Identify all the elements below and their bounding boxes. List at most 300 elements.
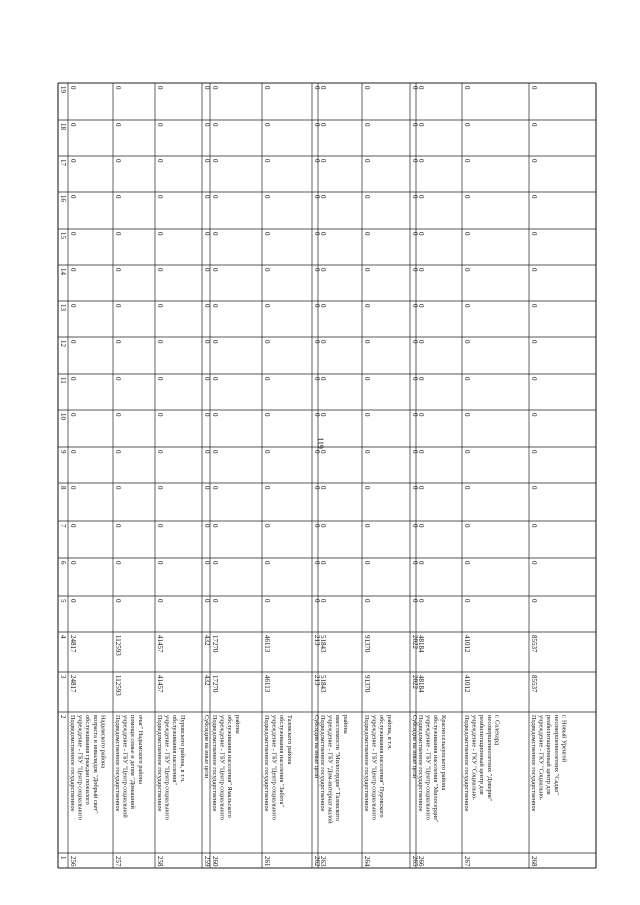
value-zero: 0 — [463, 268, 471, 272]
value-zero: 0 — [114, 524, 122, 528]
value-zero: 0 — [263, 304, 271, 308]
row-name-line: обслуживания населения" Ямальского — [226, 715, 234, 818]
row-number: 259 — [203, 856, 211, 867]
value-col-4: 24817 — [69, 635, 77, 653]
value-zero: 0 — [211, 524, 219, 528]
value-zero: 0 — [319, 123, 327, 127]
value-zero: 0 — [363, 159, 371, 163]
value-zero: 0 — [156, 524, 164, 528]
value-zero: 0 — [363, 413, 371, 417]
column-number: 16 — [59, 195, 67, 202]
value-zero: 0 — [363, 340, 371, 344]
value-zero: 0 — [417, 450, 425, 454]
value-zero: 0 — [411, 377, 419, 381]
value-zero: 0 — [363, 123, 371, 127]
row-name-line: Подведомственное государственное — [114, 715, 121, 812]
value-col-3: 46113 — [263, 675, 271, 693]
value-zero: 0 — [363, 599, 371, 603]
value-zero: 0 — [263, 159, 271, 163]
row-name-line: несовершеннолетних "Садко" — [552, 715, 560, 795]
value-zero: 0 — [156, 450, 164, 454]
row-name-line: Подведомственное государственное — [463, 715, 470, 812]
column-number: 13 — [59, 304, 67, 311]
value-zero: 0 — [69, 450, 77, 454]
value-zero: 0 — [411, 195, 419, 199]
value-zero: 0 — [263, 413, 271, 417]
row-number: 263 — [319, 856, 327, 867]
value-zero: 0 — [114, 413, 122, 417]
row-name-line: учреждение - ГБУ "Центр социального — [424, 715, 432, 820]
value-zero: 0 — [363, 524, 371, 528]
value-zero: 0 — [411, 123, 419, 127]
value-zero: 0 — [319, 159, 327, 163]
row-name-line: учреждение - ГБУ "Центр социального — [163, 715, 171, 820]
value-zero: 0 — [211, 195, 219, 199]
value-zero: 0 — [411, 268, 419, 272]
value-zero: 0 — [114, 450, 122, 454]
value-zero: 0 — [313, 195, 321, 199]
value-zero: 0 — [417, 340, 425, 344]
value-zero: 0 — [203, 232, 211, 236]
row-number: 266 — [417, 856, 425, 867]
value-zero: 0 — [156, 304, 164, 308]
value-zero: 0 — [530, 413, 538, 417]
value-zero: 0 — [463, 123, 471, 127]
value-zero: 0 — [203, 86, 211, 90]
row-name-line: учреждение - ГБУ "Центр социального — [270, 715, 278, 820]
value-zero: 0 — [263, 86, 271, 90]
value-col-4: 51843 — [319, 635, 327, 653]
column-number: 18 — [59, 123, 67, 130]
value-zero: 0 — [203, 268, 211, 272]
value-zero: 0 — [114, 123, 122, 127]
value-col-3: 48184 — [417, 675, 425, 693]
value-zero: 0 — [313, 524, 321, 528]
value-col-3: 91370 — [363, 675, 371, 693]
value-zero: 0 — [313, 86, 321, 90]
value-zero: 0 — [417, 232, 425, 236]
value-zero: 0 — [211, 599, 219, 603]
row-name-line: Пуровского района, в т.ч. — [178, 715, 186, 783]
value-col-4: 213 — [313, 635, 321, 646]
value-zero: 0 — [203, 413, 211, 417]
value-zero: 0 — [69, 561, 77, 565]
value-col-4: 91370 — [363, 635, 371, 653]
row-name-line: реабилитационный центр для — [545, 715, 553, 795]
row-name-line: обслуживания граждан пожилого — [84, 715, 92, 805]
value-zero: 0 — [203, 450, 211, 454]
column-number: 5 — [59, 599, 67, 603]
value-zero: 0 — [156, 377, 164, 381]
value-zero: 0 — [417, 304, 425, 308]
value-zero: 0 — [263, 340, 271, 344]
value-zero: 0 — [211, 123, 219, 127]
value-zero: 0 — [530, 561, 538, 565]
row-number: 264 — [363, 856, 371, 867]
value-zero: 0 — [463, 599, 471, 603]
value-zero: 0 — [69, 232, 77, 236]
value-zero: 0 — [319, 340, 327, 344]
value-zero: 0 — [319, 195, 327, 199]
value-zero: 0 — [417, 561, 425, 565]
value-col-4: 48184 — [417, 635, 425, 653]
column-number: 19 — [59, 86, 67, 93]
value-zero: 0 — [313, 304, 321, 308]
value-zero: 0 — [530, 486, 538, 490]
value-zero: 0 — [530, 599, 538, 603]
row-name-line: Субсидия на иные цели — [313, 715, 320, 779]
value-zero: 0 — [463, 486, 471, 490]
column-number: 3 — [59, 675, 67, 679]
value-zero: 0 — [313, 159, 321, 163]
value-col-3: 85537 — [530, 675, 538, 693]
column-number: 10 — [59, 413, 67, 420]
value-col-4: 112593 — [114, 635, 122, 656]
value-zero: 0 — [211, 232, 219, 236]
value-zero: 0 — [463, 450, 471, 454]
value-zero: 0 — [263, 268, 271, 272]
row-name-line: Подведомственное государственное — [156, 715, 163, 812]
value-zero: 0 — [530, 268, 538, 272]
value-zero: 0 — [530, 195, 538, 199]
value-zero: 0 — [203, 377, 211, 381]
value-zero: 0 — [156, 86, 164, 90]
value-zero: 0 — [263, 195, 271, 199]
value-zero: 0 — [530, 340, 538, 344]
value-zero: 0 — [203, 123, 211, 127]
row-name-line: района — [233, 715, 241, 734]
value-zero: 0 — [313, 268, 321, 272]
value-zero: 0 — [463, 340, 471, 344]
value-col-3: 112593 — [114, 675, 122, 696]
value-zero: 0 — [263, 524, 271, 528]
value-zero: 0 — [203, 304, 211, 308]
value-zero: 0 — [313, 486, 321, 490]
value-col-3: 41457 — [156, 675, 164, 693]
row-name-line: района, в т.ч. — [385, 715, 393, 750]
value-zero: 0 — [203, 486, 211, 490]
row-name-line: учреждение - ГБУ "Центр социального — [370, 715, 378, 820]
row-name-line: вместимости "Милосердие" Тазовского — [334, 715, 342, 822]
value-col-3: 24817 — [69, 675, 77, 693]
row-name-line: Подведомственное государственное — [417, 715, 424, 812]
row-name-line: обслуживания населения "Забота" — [278, 715, 286, 807]
value-col-4: 17270 — [211, 635, 219, 653]
value-zero: 0 — [263, 561, 271, 565]
value-zero: 0 — [319, 232, 327, 236]
value-zero: 0 — [69, 86, 77, 90]
value-zero: 0 — [530, 86, 538, 90]
value-zero: 0 — [417, 377, 425, 381]
value-zero: 0 — [203, 561, 211, 565]
value-zero: 0 — [319, 377, 327, 381]
row-name-line: учреждение - ГБУ "Центр социального — [218, 715, 226, 820]
row-number: 268 — [530, 856, 538, 867]
value-zero: 0 — [203, 340, 211, 344]
value-zero: 0 — [411, 232, 419, 236]
value-zero: 0 — [363, 86, 371, 90]
value-zero: 0 — [463, 86, 471, 90]
value-zero: 0 — [313, 413, 321, 417]
row-name-line: возраста и инвалидов "Добрый свет" — [91, 715, 99, 814]
value-zero: 0 — [211, 340, 219, 344]
value-zero: 0 — [263, 450, 271, 454]
value-zero: 0 — [530, 304, 538, 308]
value-col-4: 41012 — [463, 635, 471, 653]
value-zero: 0 — [114, 268, 122, 272]
value-zero: 0 — [463, 524, 471, 528]
value-zero: 0 — [69, 159, 77, 163]
row-name-line: помощи семье и детям "Домашний — [129, 715, 137, 809]
column-number: 4 — [59, 635, 67, 639]
value-zero: 0 — [69, 304, 77, 308]
value-zero: 0 — [319, 450, 327, 454]
value-zero: 0 — [363, 304, 371, 308]
value-col-4: 41457 — [156, 635, 164, 653]
value-zero: 0 — [69, 599, 77, 603]
column-number: 7 — [59, 524, 67, 528]
value-zero: 0 — [313, 561, 321, 565]
value-zero: 0 — [530, 159, 538, 163]
column-number: 12 — [59, 340, 67, 347]
value-zero: 0 — [114, 195, 122, 199]
row-number: 262 — [313, 856, 321, 867]
value-zero: 0 — [156, 561, 164, 565]
value-zero: 0 — [156, 599, 164, 603]
value-zero: 0 — [211, 413, 219, 417]
row-name-line: Подведомственное государственное — [69, 715, 76, 812]
row-name-line: Надымского района — [99, 715, 107, 769]
row-name-line: г. Новый Уренгой — [560, 715, 568, 763]
value-zero: 0 — [69, 195, 77, 199]
value-zero: 0 — [211, 268, 219, 272]
row-name-line: учреждение - ГБУ "Центр социального — [76, 715, 84, 820]
row-number: 256 — [69, 856, 77, 867]
value-zero: 0 — [417, 268, 425, 272]
value-col-4: 46113 — [263, 635, 271, 653]
value-zero: 0 — [211, 159, 219, 163]
value-zero: 0 — [411, 86, 419, 90]
value-zero: 0 — [69, 524, 77, 528]
column-number: 6 — [59, 561, 67, 565]
value-zero: 0 — [411, 413, 419, 417]
value-zero: 0 — [313, 377, 321, 381]
row-name-line: Подведомственное государственное — [363, 715, 370, 812]
value-zero: 0 — [363, 486, 371, 490]
value-zero: 0 — [411, 486, 419, 490]
value-zero: 0 — [263, 486, 271, 490]
row-number: 265 — [411, 856, 419, 867]
value-col-4: 85537 — [530, 635, 538, 653]
value-zero: 0 — [411, 599, 419, 603]
value-col-3: 17270 — [211, 675, 219, 693]
value-zero: 0 — [114, 599, 122, 603]
value-zero: 0 — [156, 340, 164, 344]
row-number: 261 — [263, 856, 271, 867]
value-zero: 0 — [114, 232, 122, 236]
value-zero: 0 — [411, 524, 419, 528]
value-zero: 0 — [313, 232, 321, 236]
row-name-line: Подведомственное государственное — [211, 715, 218, 812]
row-name-line: очаг" Надымского района — [136, 715, 144, 784]
value-zero: 0 — [463, 195, 471, 199]
row-name-line: учреждение - ГКУ "Социально- — [470, 715, 478, 801]
value-zero: 0 — [417, 195, 425, 199]
row-name-line: реабилитационный центр для — [478, 715, 486, 795]
value-zero: 0 — [114, 377, 122, 381]
value-zero: 0 — [313, 340, 321, 344]
value-zero: 0 — [411, 561, 419, 565]
value-zero: 0 — [363, 561, 371, 565]
value-zero: 0 — [69, 486, 77, 490]
column-number: 9 — [59, 450, 67, 454]
value-zero: 0 — [211, 377, 219, 381]
value-zero: 0 — [114, 486, 122, 490]
column-number: 15 — [59, 232, 67, 239]
value-zero: 0 — [69, 413, 77, 417]
value-zero: 0 — [211, 86, 219, 90]
value-zero: 0 — [114, 159, 122, 163]
value-zero: 0 — [69, 123, 77, 127]
row-name-line: района — [341, 715, 349, 734]
value-zero: 0 — [156, 123, 164, 127]
value-zero: 0 — [211, 486, 219, 490]
value-zero: 0 — [156, 232, 164, 236]
value-col-4: 432 — [203, 635, 211, 646]
value-col-3: 213 — [313, 675, 321, 686]
value-zero: 0 — [69, 340, 77, 344]
value-zero: 0 — [319, 86, 327, 90]
value-zero: 0 — [411, 159, 419, 163]
value-zero: 0 — [530, 450, 538, 454]
value-zero: 0 — [463, 304, 471, 308]
row-name-line: Подведомственное государственное — [263, 715, 270, 812]
row-number: 258 — [156, 856, 164, 867]
value-zero: 0 — [156, 195, 164, 199]
value-col-4: 2022 — [411, 635, 419, 649]
value-zero: 0 — [319, 268, 327, 272]
value-zero: 0 — [411, 450, 419, 454]
row-name-line: Субсидия на иные цели — [203, 715, 210, 779]
value-zero: 0 — [417, 413, 425, 417]
page-number: 119 — [316, 437, 325, 449]
value-zero: 0 — [156, 486, 164, 490]
value-zero: 0 — [417, 123, 425, 127]
value-zero: 0 — [114, 86, 122, 90]
value-zero: 0 — [417, 599, 425, 603]
value-zero: 0 — [363, 450, 371, 454]
row-name-line: учреждение - ГБУ "Дом-интернат малой — [326, 715, 334, 824]
row-name-line: обслуживания населения "Милосердие" — [432, 715, 440, 823]
value-zero: 0 — [319, 413, 327, 417]
value-zero: 0 — [263, 232, 271, 236]
value-zero: 0 — [263, 123, 271, 127]
value-zero: 0 — [203, 524, 211, 528]
value-zero: 0 — [417, 524, 425, 528]
value-zero: 0 — [363, 195, 371, 199]
value-zero: 0 — [319, 561, 327, 565]
row-name-line: Красноселькупского района — [439, 715, 447, 791]
value-zero: 0 — [211, 304, 219, 308]
value-col-3: 41012 — [463, 675, 471, 693]
value-col-3: 432 — [203, 675, 211, 686]
value-zero: 0 — [463, 561, 471, 565]
row-number: 267 — [463, 856, 471, 867]
value-zero: 0 — [463, 377, 471, 381]
value-zero: 0 — [530, 232, 538, 236]
value-zero: 0 — [114, 304, 122, 308]
value-col-3: 51843 — [319, 675, 327, 693]
column-number: 14 — [59, 268, 67, 275]
row-name-line: г. Салехард — [493, 715, 501, 746]
row-name-line: несовершеннолетних "Доверие" — [485, 715, 493, 802]
value-zero: 0 — [411, 340, 419, 344]
value-zero: 0 — [319, 486, 327, 490]
value-zero: 0 — [319, 599, 327, 603]
value-zero: 0 — [114, 340, 122, 344]
value-zero: 0 — [156, 159, 164, 163]
value-zero: 0 — [319, 304, 327, 308]
row-name-line: Тазовского района — [285, 715, 293, 765]
value-zero: 0 — [69, 268, 77, 272]
value-zero: 0 — [411, 304, 419, 308]
value-zero: 0 — [203, 159, 211, 163]
value-zero: 0 — [530, 377, 538, 381]
value-zero: 0 — [319, 524, 327, 528]
value-zero: 0 — [463, 232, 471, 236]
value-zero: 0 — [114, 561, 122, 565]
value-zero: 0 — [417, 159, 425, 163]
row-name-line: Субсидия на иные цели — [411, 715, 418, 779]
value-zero: 0 — [211, 450, 219, 454]
value-zero: 0 — [313, 123, 321, 127]
value-zero: 0 — [156, 268, 164, 272]
column-number: 11 — [59, 377, 67, 384]
value-zero: 0 — [417, 86, 425, 90]
value-zero: 0 — [530, 123, 538, 127]
value-zero: 0 — [69, 377, 77, 381]
value-zero: 0 — [417, 486, 425, 490]
row-name-line: обслуживания населения" — [171, 715, 179, 785]
row-name-line: учреждение - ГБУ "Центр социальной — [121, 715, 129, 818]
value-zero: 0 — [530, 524, 538, 528]
column-number: 1 — [59, 856, 67, 860]
value-zero: 0 — [156, 413, 164, 417]
column-number: 2 — [59, 715, 67, 719]
value-zero: 0 — [363, 377, 371, 381]
value-zero: 0 — [463, 413, 471, 417]
row-name-line: обслуживания населения" Пуровского — [378, 715, 386, 818]
row-name-line: Подведомственное государственное — [530, 715, 537, 812]
column-number: 8 — [59, 486, 67, 490]
row-number: 260 — [211, 856, 219, 867]
value-zero: 0 — [203, 195, 211, 199]
row-name-line: учреждение - ГКУ "Социально- — [537, 715, 545, 801]
value-col-3: 2022 — [411, 675, 419, 689]
row-number: 257 — [114, 856, 122, 867]
value-zero: 0 — [211, 561, 219, 565]
value-zero: 0 — [363, 268, 371, 272]
value-zero: 0 — [313, 599, 321, 603]
value-zero: 0 — [263, 377, 271, 381]
value-zero: 0 — [203, 599, 211, 603]
value-zero: 0 — [313, 450, 321, 454]
column-number: 17 — [59, 159, 67, 166]
value-zero: 0 — [363, 232, 371, 236]
row-name-line: Подведомственное государственное — [319, 715, 326, 812]
value-zero: 0 — [463, 159, 471, 163]
value-zero: 0 — [263, 599, 271, 603]
